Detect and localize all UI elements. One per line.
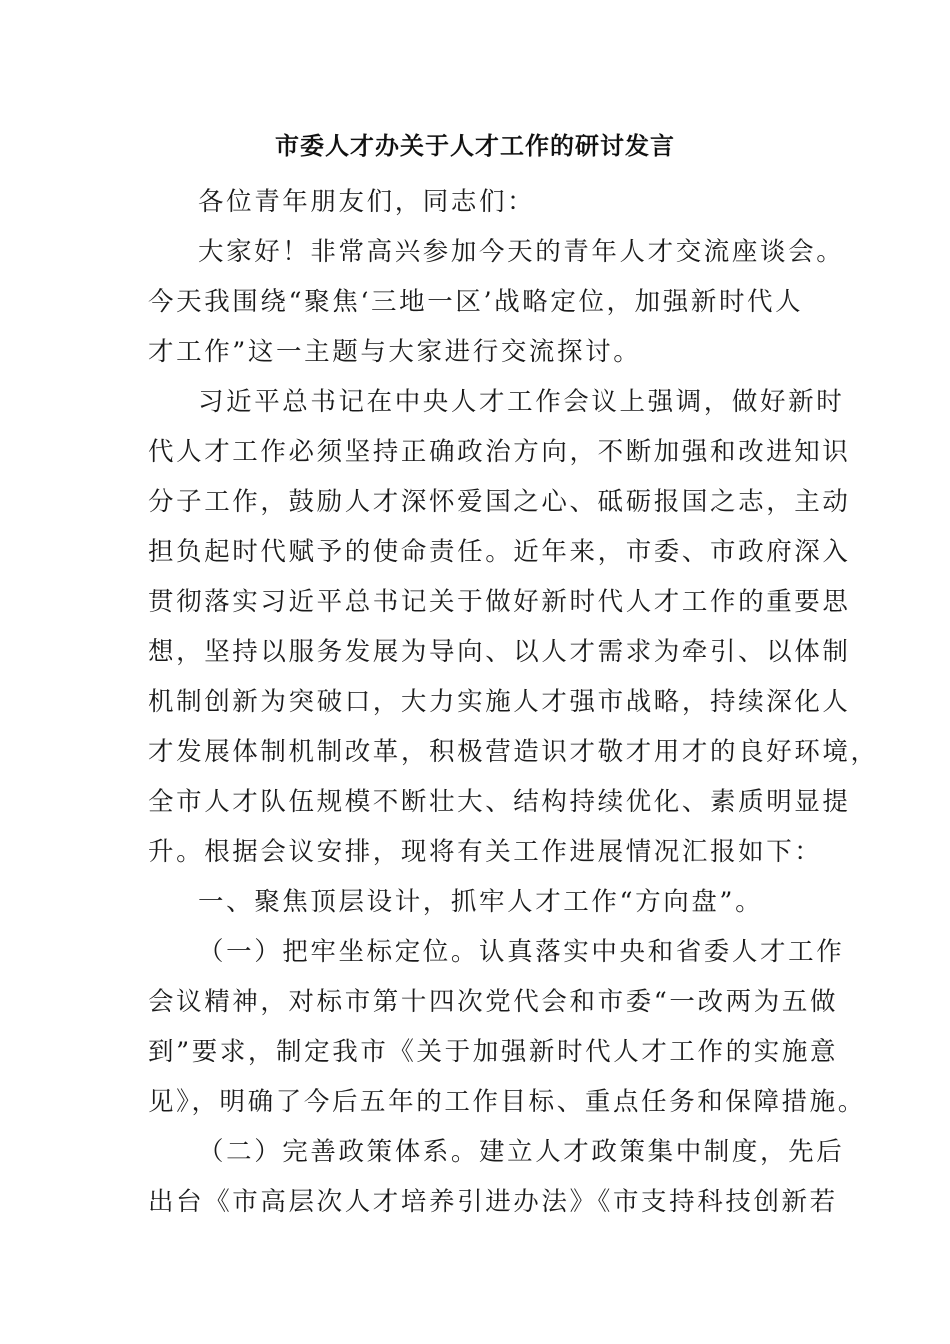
subsection-heading-line: （二）完善政策体系。建立人才政策集中制度，先后 [198, 1137, 845, 1167]
body-text-line: 见》，明确了今后五年的工作目标、重点任务和保障措施。 [148, 1087, 866, 1117]
body-text-line: 贯彻落实习近平总书记关于做好新时代人才工作的重要思 [148, 587, 851, 617]
document-title: 市委人才办关于人才工作的研讨发言 [275, 131, 675, 160]
body-text-line: 才发展体制机制改革，积极营造识才敬才用才的良好环境， [148, 737, 879, 767]
body-text-line: 出台《市高层次人才培养引进办法》《市支持科技创新若 [148, 1187, 838, 1217]
body-text-line: 分子工作，鼓励人才深怀爱国之心、砥砺报国之志，主动 [148, 487, 851, 517]
body-text-line: 习近平总书记在中央人才工作会议上强调，做好新时 [198, 387, 845, 417]
subsection-heading-line: （一）把牢坐标定位。认真落实中央和省委人才工作 [198, 937, 845, 967]
body-text-line: 到”要求，制定我市《关于加强新时代人才工作的实施意 [148, 1037, 839, 1067]
body-text-line: 担负起时代赋予的使命责任。近年来，市委、市政府深入 [148, 537, 851, 567]
salutation-line: 各位青年朋友们，同志们： [198, 187, 536, 217]
body-text-line: 想，坚持以服务发展为导向、以人才需求为牵引、以体制 [148, 637, 851, 667]
body-text-line: 今天我围绕“聚焦‘三地一区’战略定位，加强新时代人 [148, 287, 804, 317]
body-text-line: 全市人才队伍规模不断壮大、结构持续优化、素质明显提 [148, 787, 851, 817]
body-text-line: 升。根据会议安排，现将有关工作进展情况汇报如下： [148, 837, 823, 867]
body-text-line: 大家好！非常高兴参加今天的青年人才交流座谈会。 [198, 237, 845, 267]
body-text-line: 会议精神，对标市第十四次党代会和市委“一改两为五做 [148, 987, 839, 1017]
body-text-line: 机制创新为突破口，大力实施人才强市战略，持续深化人 [148, 687, 851, 717]
body-text-line: 代人才工作必须坚持正确政治方向，不断加强和改进知识 [148, 437, 851, 467]
section-heading: 一、聚焦顶层设计，抓牢人才工作“方向盘”。 [198, 887, 764, 917]
body-text-line: 才工作”这一主题与大家进行交流探讨。 [148, 337, 642, 367]
